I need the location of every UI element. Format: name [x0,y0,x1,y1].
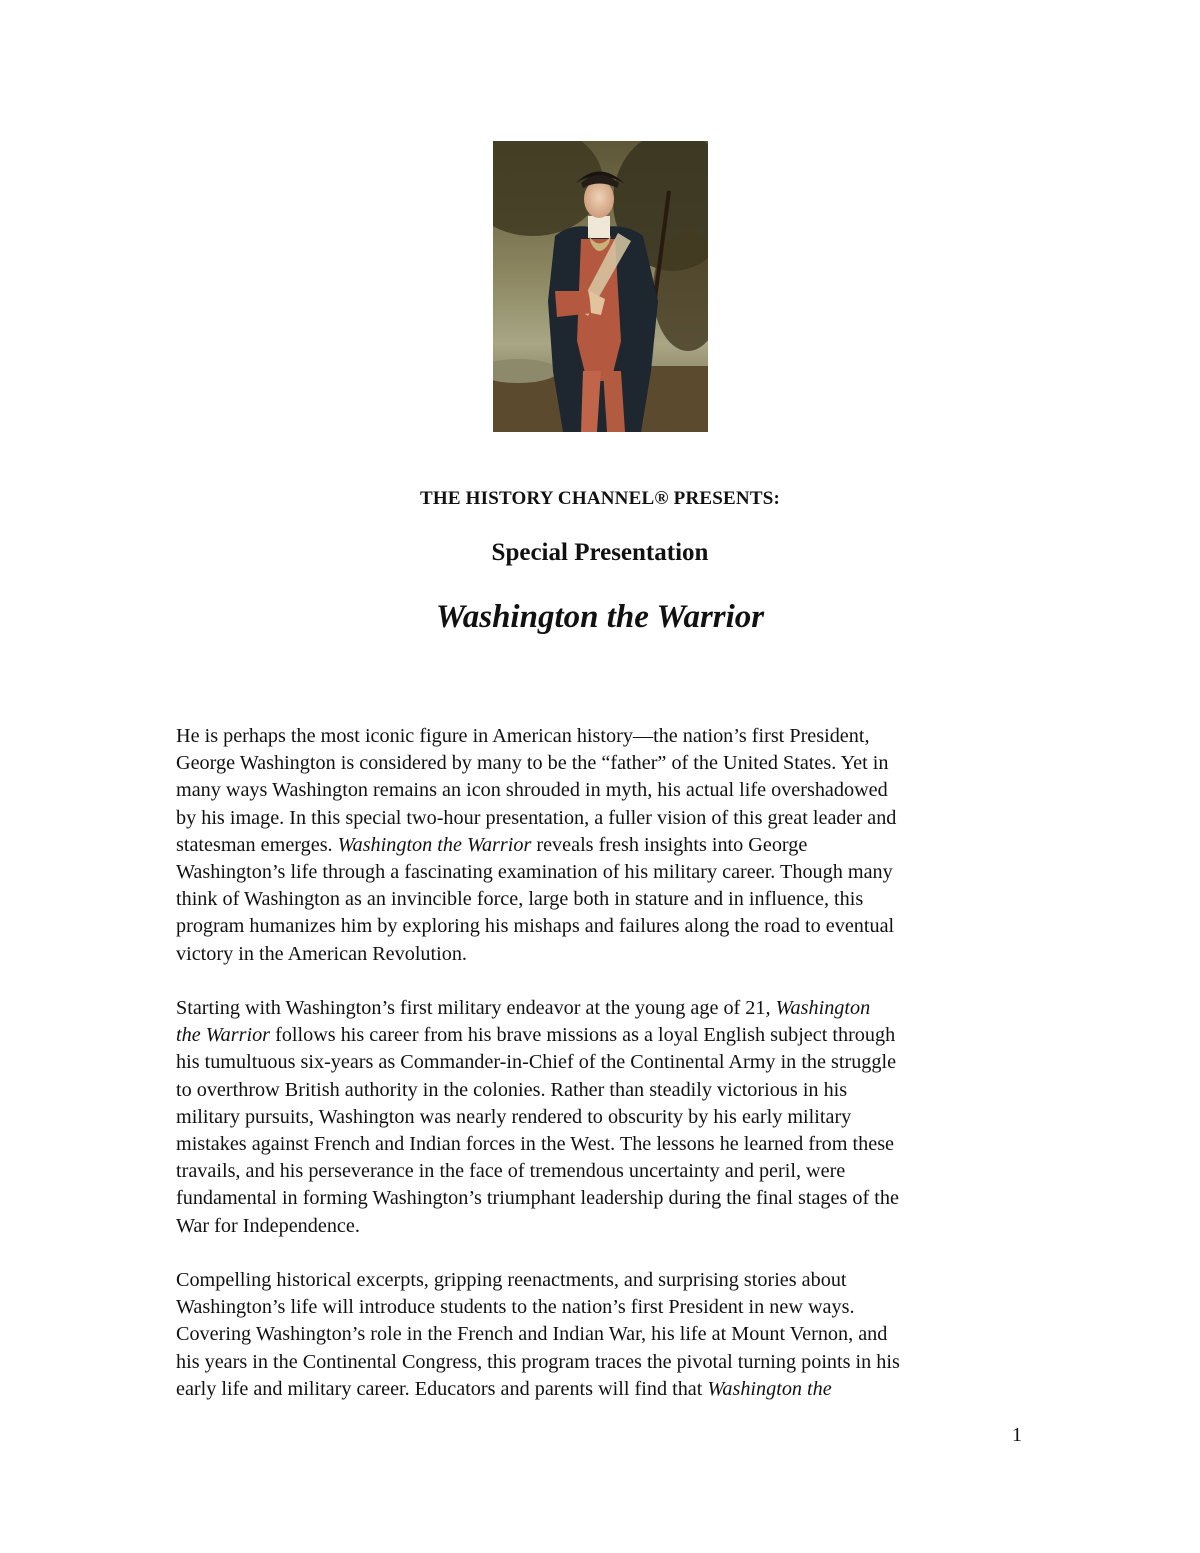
text-run: Washington’s life will introduce students to the nation’s first President in new ways. [176,1296,855,1319]
text-line [176,941,1036,968]
text-line [176,1158,1036,1185]
body-text [176,723,1036,1430]
text-line [176,1104,1036,1131]
text-line [176,1349,1036,1376]
text-run: military pursuits, Washington was nearly rendered to obscurity by his early military [176,1105,852,1128]
text-run: Washington’s life through a fascinating examination of his military career. Though many [176,861,893,884]
text-run: many ways Washington remains an icon shrouded in myth, his actual life overshadowed [176,779,888,802]
text-line [176,723,1036,750]
text-run: early life and military career. Educators and parents will find that [176,1377,708,1400]
paragraph [176,1267,1036,1403]
text-run: program humanizes him by exploring his mishaps and failures along the road to eventual [176,915,895,938]
italic-title-text: the Warrior [176,1024,271,1047]
text-line [176,1131,1036,1158]
text-line [176,1049,1036,1076]
text-line [176,1321,1036,1348]
text-line [176,995,1036,1022]
text-line [176,1267,1036,1294]
text-run: He is perhaps the most iconic figure in American history—the nation’s first President, [176,725,870,747]
text-line [176,886,1036,913]
text-run: Covering Washington’s role in the French and Indian War, his life at Mount Vernon, and [176,1323,888,1346]
text-run: to overthrow British authority in the colonies. Rather than steadily victorious in his [176,1078,848,1101]
text-run: victory in the American Revolution. [176,942,467,965]
page-number: 1 [1012,1424,1022,1446]
text-line [176,1185,1036,1212]
text-run: his tumultuous six-years as Commander-in-Chief of the Continental Army in the struggle [176,1051,897,1074]
italic-title-text: Washington the Warrior [337,833,532,856]
italic-title-text: Washington the [707,1377,832,1400]
text-run: his years in the Continental Congress, this program traces the pivotal turning points in his [176,1350,900,1373]
subtitle: Special Presentation [491,539,709,566]
paragraph [176,723,1036,968]
portrait-image [493,141,708,432]
text-run: follows his career from his brave missions as a loyal English subject through [270,1024,896,1047]
text-run: by his image. In this special two-hour presentation, a fuller vision of this great leader and [176,806,897,829]
presenter-line: THE HISTORY CHANNEL® PRESENTS: [419,488,781,509]
text-line [176,777,1036,804]
text-line [176,1294,1036,1321]
text-line [176,1077,1036,1104]
text-line [176,859,1036,886]
page-title: Washington the Warrior [435,599,765,635]
text-run: George Washington is considered by many to be the “father” of the United States. Yet in [176,752,889,775]
text-line [176,1022,1036,1049]
text-line [176,913,1036,940]
text-run: War for Independence. [176,1214,360,1237]
text-run: think of Washington as an invincible force, large both in stature and in influence, this [176,888,864,911]
text-line [176,1376,1036,1403]
text-run: reveals fresh insights into George [531,833,808,856]
text-run: statesman emerges. [176,833,338,856]
italic-title-text: Washington [775,997,871,1020]
text-line [176,1213,1036,1240]
text-run: Starting with Washington’s first military endeavor at the young age of 21, [176,997,776,1020]
text-run: Compelling historical excerpts, gripping reenactments, and surprising stories about [176,1269,847,1292]
text-run: mistakes against French and Indian forces in the West. The lessons he learned from these [176,1133,895,1156]
text-line [176,832,1036,859]
text-run: fundamental in forming Washington’s triumphant leadership during the final stages of the [176,1187,899,1210]
paragraph [176,995,1036,1240]
text-line [176,750,1036,777]
text-run: travails, and his perseverance in the face of tremendous uncertainty and peril, were [176,1160,846,1183]
text-line [176,805,1036,832]
